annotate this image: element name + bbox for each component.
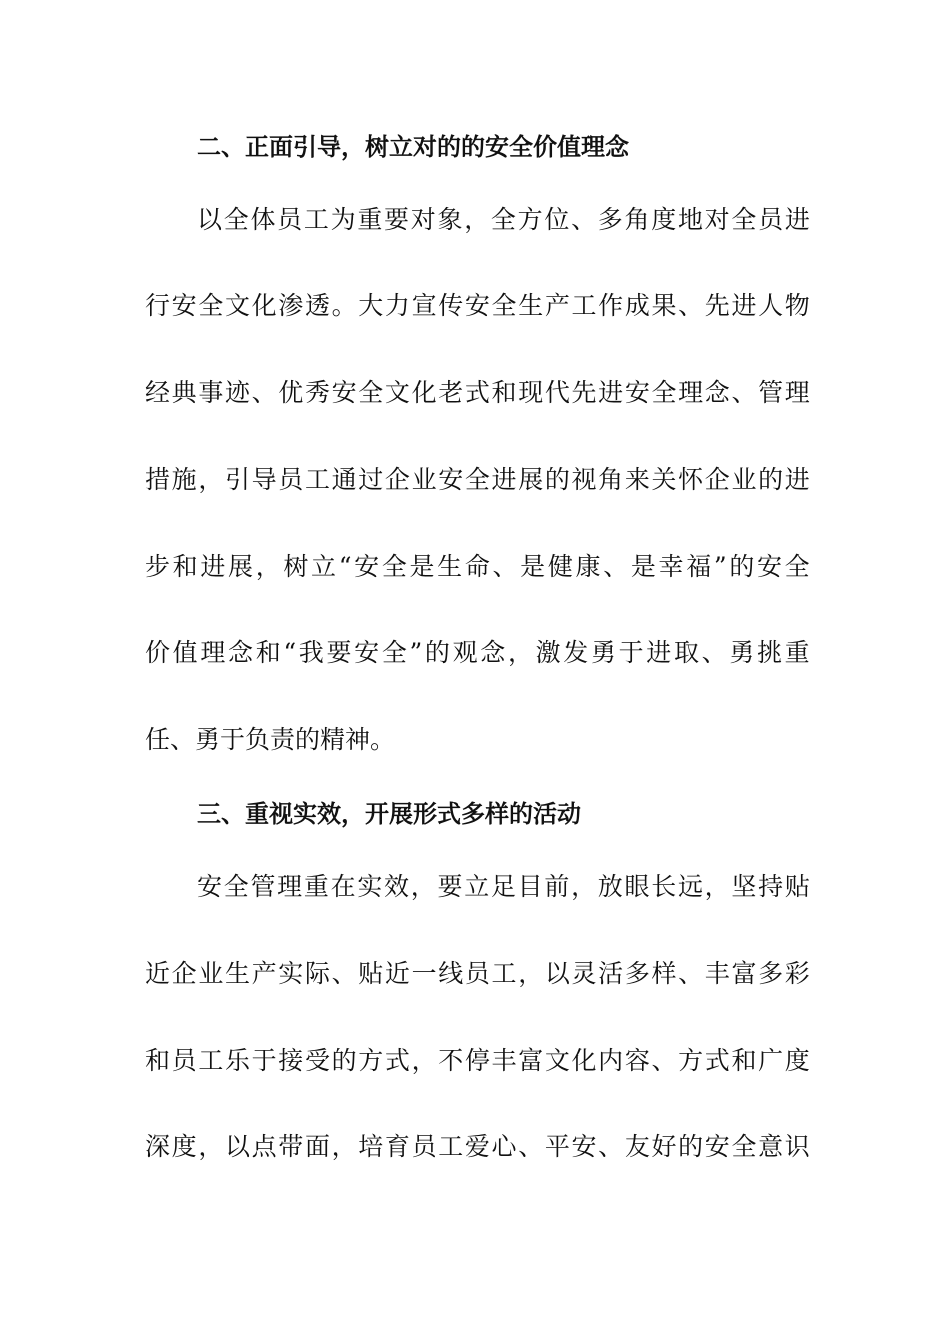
paragraph-line: 深 度 ， 以 点 带 面 ， 培 育 员 工 爱 心 、 平 安 、 友 好 的 安 全 意 识 <box>145 1132 810 1161</box>
paragraph-line: 和 员 工 乐 于 接 受 的 方 式 ， 不 停 丰 富 文 化 内 容 、 方 式 和 广 度 <box>145 1046 810 1075</box>
paragraph-line-last: 任、勇于负责的精神。 <box>145 725 396 754</box>
paragraph-line: 措 施 ， 引 导 员 工 通 过 企 业 安 全 进 展 的 视 角 来 关 怀 企 业 的 进 <box>145 465 810 494</box>
paragraph-line: 安 全 管 理 重 在 实 效 ， 要 立 足 目 前 ， 放 眼 长 远 ， 坚 持 贴 <box>197 872 810 901</box>
paragraph-line: 近 企 业 生 产 实 际 、 贴 近 一 线 员 工 ， 以 灵 活 多 样 、 丰 富 多 彩 <box>145 959 810 988</box>
section-heading-2: 二、正面引导，树立对的的安全价值理念 <box>197 133 629 161</box>
paragraph-line: 经 典 事 迹 、 优 秀 安 全 文 化 老 式 和 现 代 先 进 安 全 理 念 、 管 理 <box>145 378 810 407</box>
section-heading-3: 三、重视实效，开展形式多样的活动 <box>197 800 581 828</box>
paragraph-line: 以 全 体 员 工 为 重 要 对 象 ， 全 方 位 、 多 角 度 地 对 全 员 进 <box>197 205 810 234</box>
paragraph-line: 行 安 全 文 化 渗 透 。 大 力 宣 传 安 全 生 产 工 作 成 果 、 先 进 人 物 <box>145 291 810 320</box>
paragraph-line: 步 和 进 展 ， 树 立 “ 安 全 是 生 命 、 是 健 康 、 是 幸 福 ” 的 安 全 <box>145 552 810 581</box>
paragraph-line: 价 值 理 念 和 “ 我 要 安 全 ” 的 观 念 ， 激 发 勇 于 进 取 、 勇 挑 重 <box>145 638 810 667</box>
